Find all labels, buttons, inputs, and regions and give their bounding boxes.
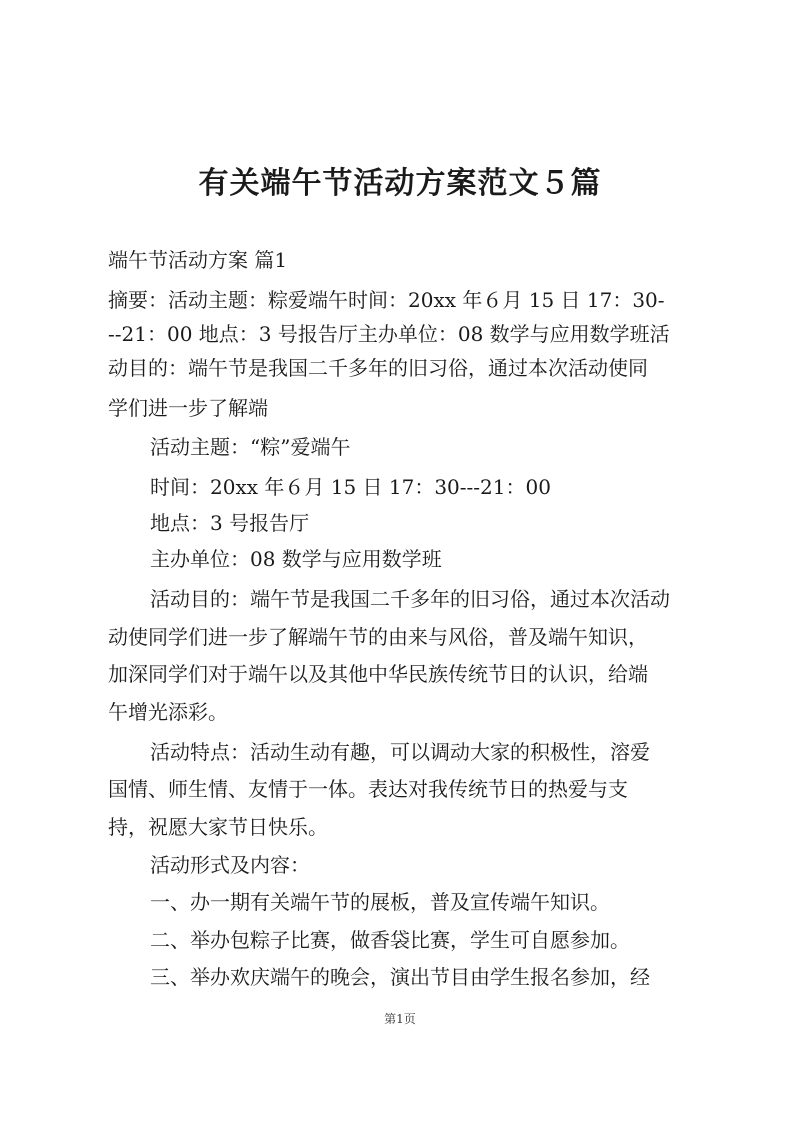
section-heading: 端午节活动方案 篇1 — [108, 248, 288, 272]
features-line: 持，祝愿大家节日快乐。 — [108, 815, 328, 839]
purpose-line: 午增光添彩。 — [108, 700, 228, 724]
time-line: 时间：20xx 年６月 15 日 17：30---21：00 — [150, 475, 551, 499]
purpose-line: 活动目的：端午节是我国二千多年的旧习俗，通过本次活动 — [150, 587, 670, 611]
abstract-line: --21：00 地点：3 号报告厅主办单位：08 数学与应用数学班活 — [108, 322, 670, 346]
abstract-line: 动目的：端午节是我国二千多年的旧习俗，通过本次活动使同 — [108, 356, 648, 380]
list-item: 二、举办包粽子比赛，做香袋比赛，学生可自愿参加。 — [150, 928, 630, 952]
list-item: 一、办一期有关端午节的展板，普及宣传端午知识。 — [150, 890, 610, 914]
features-line: 活动特点：活动生动有趣，可以调动大家的积极性，溶爱 — [150, 740, 650, 764]
abstract-line: 学们进一步了解端 — [108, 396, 268, 420]
list-item: 三、举办欢庆端午的晚会，演出节目由学生报名参加，经 — [150, 965, 650, 989]
location-line: 地点：3 号报告厅 — [150, 511, 310, 535]
form-heading: 活动形式及内容： — [150, 853, 310, 877]
purpose-line: 动使同学们进一步了解端午节的由来与风俗，普及端午知识， — [108, 625, 648, 649]
document-title: 有关端午节活动方案范文５篇 — [198, 166, 602, 201]
features-line: 国情、师生情、友情于一体。表达对我传统节日的热爱与支 — [108, 777, 628, 801]
organizer-line: 主办单位：08 数学与应用数学班 — [150, 547, 442, 571]
theme-line: 活动主题：“粽”爱端午 — [150, 435, 351, 459]
abstract-line: 摘要：活动主题：粽爱端午时间：20xx 年６月 15 日 17：30- — [108, 288, 665, 312]
page-number: 第1页 — [384, 1012, 416, 1026]
purpose-line: 加深同学们对于端午以及其他中华民族传统节日的认识，给端 — [108, 662, 648, 686]
